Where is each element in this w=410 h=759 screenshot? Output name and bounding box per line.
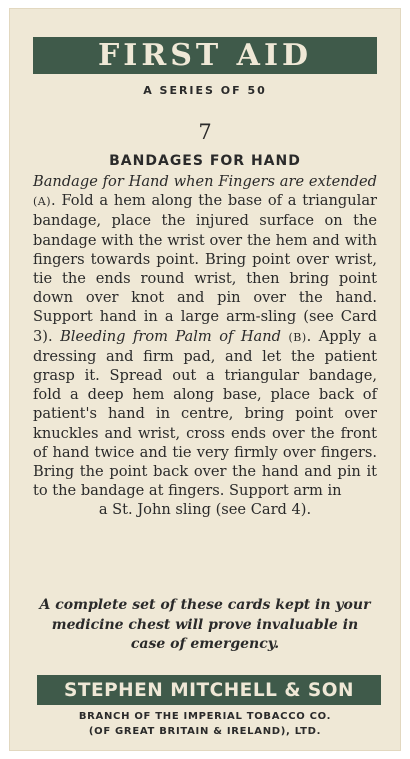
maker-banner	[37, 675, 381, 705]
cigarette-card	[9, 8, 401, 751]
series-label: A SERIES OF 50	[143, 84, 267, 97]
instructions-part-a: . Fold a hem along the base of a triangular bandage, place the injured surface on the bandage with the wrist over the hem and with fingers towards point. Bring point over wrist, tie the ends round wrist, then bring point down over knot and pin over the hand. Support hand in a large arm-sling (see Card 3).	[33, 192, 377, 345]
card-number: 7	[198, 120, 212, 144]
instructions-last-line: a St. John sling (see Card 4).	[98, 501, 312, 519]
subheading-fingers-extended: Bandage for Hand when Fingers are extended	[33, 173, 377, 190]
branch-line-1: BRANCH OF THE IMPERIAL TOBACCO CO.	[78, 711, 332, 722]
branch-line-2: (OF GREAT BRITAIN & IRELAND), LTD.	[88, 726, 322, 737]
title-banner	[33, 37, 377, 74]
card-heading: BANDAGES FOR HAND	[109, 153, 301, 169]
subheading-bleeding-palm: Bleeding from Palm of Hand	[60, 327, 282, 345]
figure-marker-a: (A)	[33, 195, 52, 209]
card-title: FIRST AID	[97, 37, 313, 73]
instructions-text	[33, 172, 377, 520]
maker-name: STEPHEN MITCHELL & SON	[64, 679, 354, 701]
instructions-part-b: . Apply a dressing and firm pad, and let the patient grasp it. Spread out a triangular bandage, fold a deep hem along base, place back of patient's hand in centre, bring point over knuckles and wrist, cross ends over the front of hand twice and tie very firmly over fingers. Bring the point back over the hand and pin it to the bandage at fingers. Support arm in	[33, 327, 378, 500]
footer-note: A complete set of these cards kept in your medicine chest will prove invaluable in case of emergency.	[39, 597, 371, 652]
figure-marker-b: (B)	[288, 330, 307, 344]
